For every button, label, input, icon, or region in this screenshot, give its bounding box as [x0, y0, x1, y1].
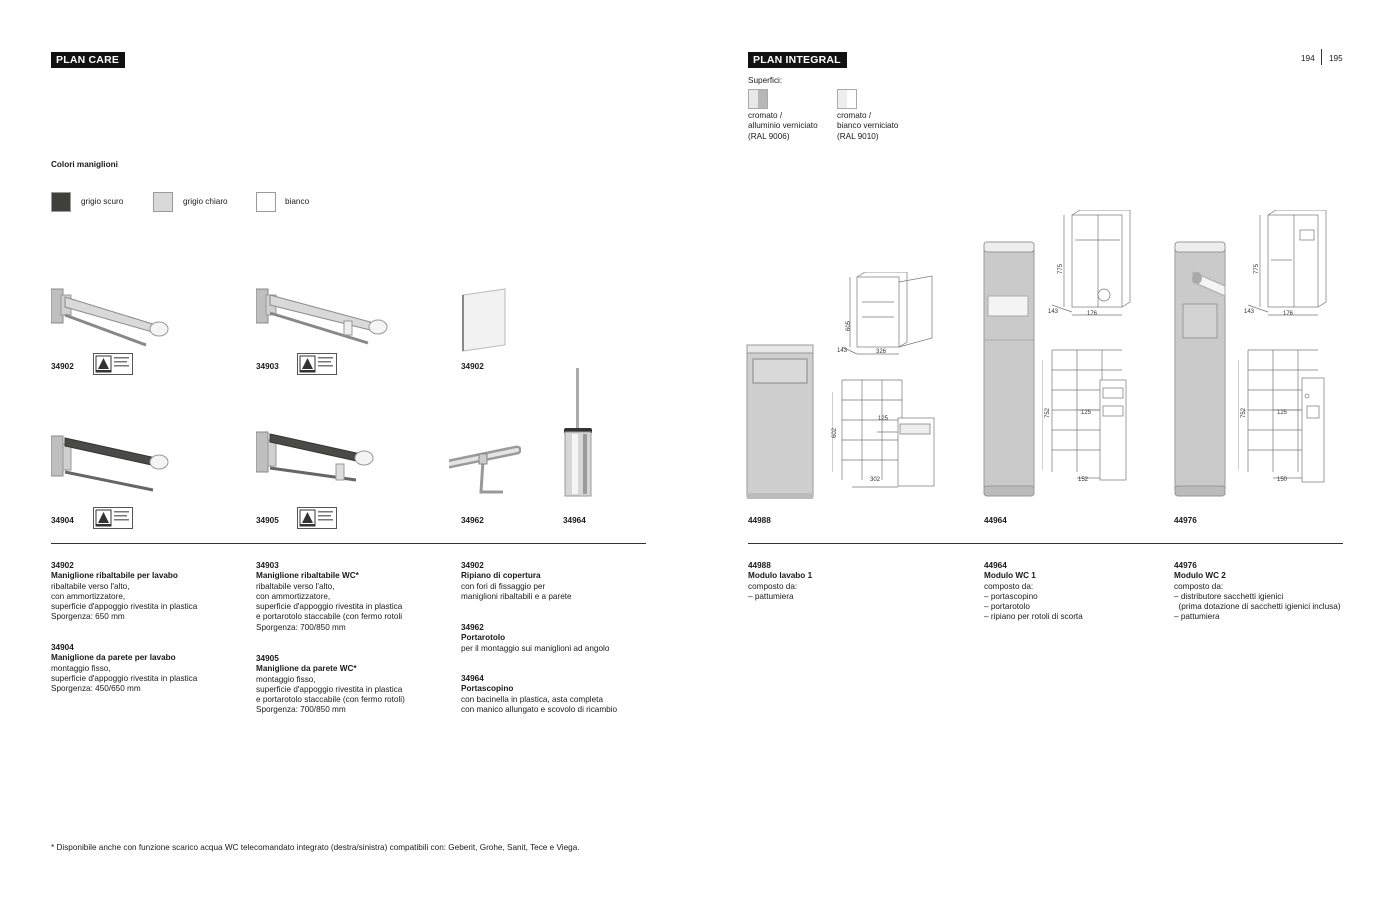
surfaces-title: Superfici: [748, 76, 783, 85]
color-swatch-light-grey [153, 192, 173, 212]
desc-title: Portascopino [461, 684, 514, 694]
desc-line: – distributore sacchetti igienici [1174, 591, 1284, 601]
dim-label: 602 [832, 427, 839, 439]
product-image-44988-module [745, 343, 817, 501]
dim-label: 143 [1244, 309, 1255, 315]
product-code-34905: 34905 [256, 516, 279, 525]
technical-drawing-44964 [1042, 210, 1132, 490]
dim-label: 775 [1254, 263, 1261, 275]
surface-swatch-half [749, 90, 758, 108]
desc-title: Maniglione da parete WC* [256, 664, 357, 674]
desc-line: composto da: [748, 581, 798, 591]
product-code-34962: 34962 [461, 516, 484, 525]
desc-line: ribaltabile verso l'alto, [256, 581, 335, 591]
product-code-44964: 44964 [984, 516, 1007, 525]
product-image-34904-wall-rail [51, 430, 176, 495]
surface-line: cromato / [748, 111, 783, 120]
technical-drawing-44976 [1238, 210, 1328, 490]
certification-badge-icon [93, 353, 133, 380]
desc-line: per il montaggio sui maniglioni ad angolo [461, 643, 610, 653]
desc-code: 44976 [1174, 561, 1197, 570]
desc-line: Sporgenza: 450/650 mm [51, 684, 141, 694]
dim-label: 326 [876, 349, 887, 355]
product-code-34902: 34902 [51, 362, 74, 371]
desc-line: montaggio fisso, [51, 663, 111, 673]
desc-line: con fori di fissaggio per [461, 581, 546, 591]
product-image-34902-hinged-rail [51, 285, 176, 350]
surface-swatch-half [838, 90, 847, 108]
desc-line: montaggio fisso, [256, 674, 316, 684]
section-divider-right [748, 543, 1343, 544]
desc-line: con bacinella in plastica, asta completa [461, 694, 603, 704]
product-code-34902-cover: 34902 [461, 362, 484, 371]
surface-line: bianco verniciato [837, 121, 899, 131]
certification-badge-icon [297, 507, 337, 534]
surface-swatch-half [847, 90, 856, 108]
product-image-44964-module [982, 240, 1038, 498]
surface-swatch-chrome-white [837, 89, 857, 109]
desc-code: 34902 [461, 561, 484, 570]
surface-swatch-half [758, 90, 767, 108]
product-code-34904: 34904 [51, 516, 74, 525]
desc-34903 [256, 561, 402, 633]
desc-code: 34962 [461, 623, 484, 632]
desc-title: Maniglione ribaltabile WC* [256, 571, 359, 581]
dim-label: 125 [1081, 410, 1092, 416]
product-code-44976: 44976 [1174, 516, 1197, 525]
desc-34905 [256, 654, 405, 716]
color-label-light-grey: grigio chiaro [183, 197, 228, 206]
desc-line: – pattumiera [748, 591, 794, 601]
desc-line: – ripiano per rotoli di scorta [984, 612, 1083, 622]
dim-label: 143 [1048, 309, 1059, 315]
color-swatch-dark-grey [51, 192, 71, 212]
desc-line: con ammortizzatore, [51, 591, 126, 601]
desc-code: 34903 [256, 561, 279, 570]
dim-label: 752 [1241, 407, 1248, 419]
product-image-34903-hinged-rail-wc [256, 285, 391, 350]
desc-code: 44964 [984, 561, 1007, 570]
desc-title: Modulo lavabo 1 [748, 571, 813, 581]
desc-line: composto da: [1174, 581, 1224, 591]
section-tag-plan-care: PLAN CARE [51, 52, 125, 68]
desc-34962 [461, 623, 609, 654]
dim-label: 143 [837, 348, 848, 354]
product-image-34962-roll-holder [449, 442, 521, 502]
desc-line: Sporgenza: 700/850 mm [256, 705, 346, 715]
desc-line: Sporgenza: 700/850 mm [256, 622, 346, 632]
product-image-34905-wall-rail-wc [256, 428, 381, 493]
desc-line: – portarotolo [984, 602, 1030, 612]
color-label-dark-grey: grigio scuro [81, 197, 124, 206]
desc-line: con manico allungato e scovolo di ricambio [461, 704, 618, 714]
desc-title: Modulo WC 1 [984, 571, 1036, 581]
page-number-left: 194 [1301, 54, 1315, 63]
desc-title: Maniglione ribaltabile per lavabo [51, 571, 178, 581]
desc-44988 [748, 561, 812, 602]
surface-line: alluminio verniciato [748, 121, 818, 131]
desc-title: Portarotolo [461, 633, 506, 643]
page-number-right: 195 [1329, 54, 1343, 63]
desc-code: 44988 [748, 561, 771, 570]
dim-label: 302 [870, 477, 881, 483]
desc-34964 [461, 674, 617, 715]
desc-34902-cover [461, 561, 572, 602]
desc-line: (prima dotazione di sacchetti igienici inclusa) [1174, 602, 1341, 612]
desc-line: e portarotolo staccabile (con fermo rotoli) [256, 695, 405, 705]
colors-title: Colori maniglioni [51, 160, 118, 169]
dim-label: 752 [1045, 407, 1052, 419]
section-tag-plan-integral: PLAN INTEGRAL [748, 52, 847, 68]
surface-line: (RAL 9006) [748, 131, 790, 141]
desc-line: Sporgenza: 650 mm [51, 612, 125, 622]
desc-line: con ammortizzatore, [256, 591, 331, 601]
dim-label: 176 [1283, 311, 1294, 317]
desc-code: 34904 [51, 643, 74, 652]
dim-label: 125 [1277, 410, 1288, 416]
footnote: * Disponibile anche con funzione scarico acqua WC telecomandato integrato (destra/sinistra) compatibili con: Geberit, Grohe, Sanit, Tece e Viega. [51, 843, 580, 852]
product-image-34902-cover-plate [461, 287, 507, 353]
dim-label: 152 [1078, 477, 1089, 483]
desc-44964 [984, 561, 1083, 623]
desc-line: – portascopino [984, 591, 1038, 601]
desc-code: 34905 [256, 654, 279, 663]
desc-code: 34964 [461, 674, 484, 683]
desc-line: superficie d'appoggio rivestita in plastica [51, 673, 198, 683]
product-code-44988: 44988 [748, 516, 771, 525]
desc-line: maniglioni ribaltabili e a parete [461, 591, 572, 601]
dim-label: 605 [846, 320, 853, 332]
dim-label: 775 [1058, 263, 1065, 275]
desc-44976 [1174, 561, 1341, 623]
desc-title: Modulo WC 2 [1174, 571, 1226, 581]
certification-badge-icon [297, 353, 337, 380]
desc-34902 [51, 561, 197, 623]
desc-title: Ripiano di copertura [461, 571, 541, 581]
dim-label: 176 [1087, 311, 1098, 317]
page-number-separator [1321, 49, 1322, 65]
product-image-34964-toilet-brush [563, 368, 593, 500]
certification-badge-icon [93, 507, 133, 534]
surface-line: (RAL 9010) [837, 131, 879, 141]
desc-code: 34902 [51, 561, 74, 570]
desc-line: composto da: [984, 581, 1034, 591]
product-code-34903: 34903 [256, 362, 279, 371]
section-divider-left [51, 543, 646, 544]
desc-line: superficie d'appoggio rivestita in plastica [256, 602, 403, 612]
dim-label: 150 [1277, 477, 1288, 483]
surface-line: cromato / [837, 111, 872, 120]
dim-label: 125 [878, 416, 889, 422]
product-image-44976-module [1173, 240, 1231, 498]
desc-34904 [51, 643, 197, 694]
surface-label-chrome-white [837, 111, 898, 142]
surface-label-chrome-aluminium [748, 111, 818, 142]
surface-swatch-chrome-aluminium [748, 89, 768, 109]
desc-line: – pattumiera [1174, 612, 1220, 622]
desc-line: superficie d'appoggio rivestita in plastica [256, 684, 403, 694]
desc-title: Maniglione da parete per lavabo [51, 653, 176, 663]
color-label-white: bianco [285, 197, 310, 206]
desc-line: ribaltabile verso l'alto, [51, 581, 130, 591]
technical-drawing-44988 [832, 272, 942, 492]
desc-line: e portarotolo staccabile (con fermo rotoli [256, 612, 403, 622]
color-swatch-white [256, 192, 276, 212]
product-code-34964: 34964 [563, 516, 586, 525]
desc-line: superficie d'appoggio rivestita in plastica [51, 602, 198, 612]
